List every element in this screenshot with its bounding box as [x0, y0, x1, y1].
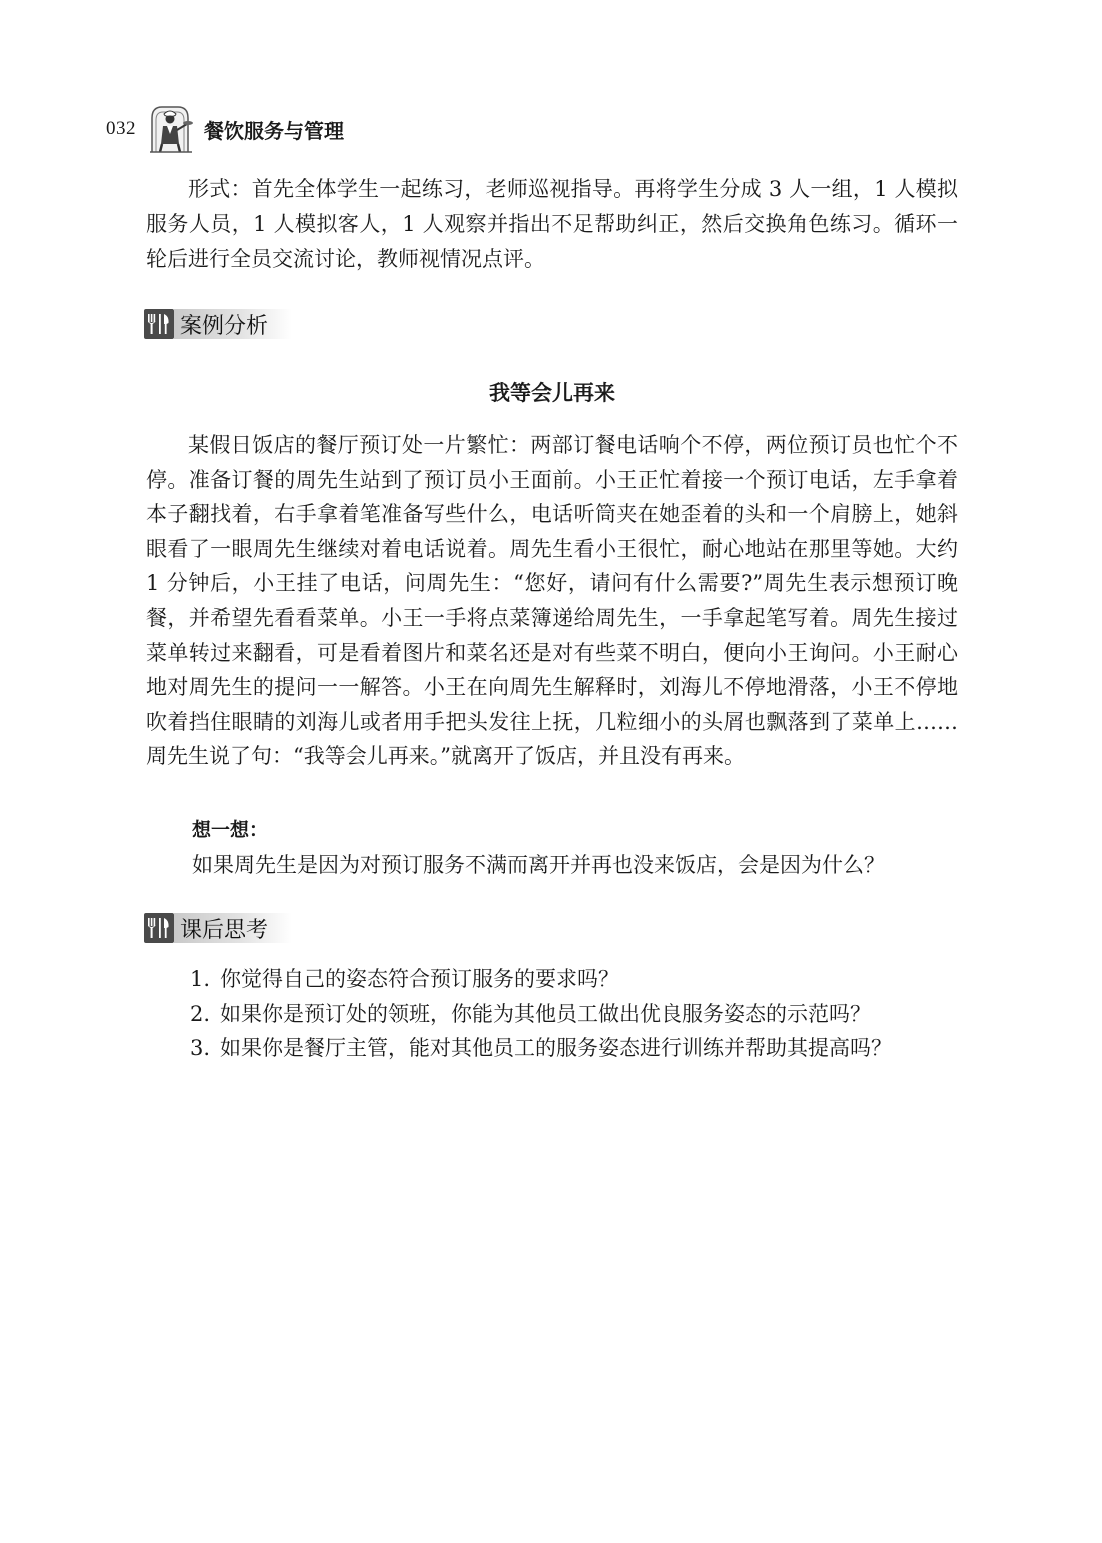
think-question: 如果周先生是因为对预订服务不满而离开并再也没来饭店，会是因为什么？ — [192, 853, 885, 877]
chef-illustration-icon — [148, 104, 194, 154]
list-item — [190, 1031, 892, 1066]
fork-knife-icon — [144, 913, 174, 943]
question-number: 3. — [190, 1036, 211, 1060]
question-number: 1. — [190, 967, 211, 991]
case-title: 我等会儿再来 — [489, 380, 615, 405]
question-text: 如果你是餐厅主管，能对其他员工的服务姿态进行训练并帮助其提高吗？ — [220, 1036, 892, 1060]
fork-knife-icon — [144, 309, 174, 339]
think-label: 想一想： — [192, 819, 269, 841]
case-paragraph: 某假日饭店的餐厅预订处一片繁忙：两部订餐电话响个不停，两位预订员也忙个不停。准备订餐的周先生站到了预订员小王面前。小王正忙着接一个预订电话，左手拿着本子翻找着，右手拿着笔准备写些什么，电话听筒夹在她歪着的头和一个肩膀上，她斜眼看了一眼周先生继续对着电话说着。周先生看小王很忙，耐心地站在那里等她。大约 1 分钟后，小王挂了电话，问周先生：“您好，请问有什么需要?”周先生表示想预订晚餐，并希望先看看菜单。小王一手将点菜簿递给周先生，一手拿起笔写着。周先生接过菜单转过来翻看，可是看着图片和菜名还是对有些菜不明白，便向小王询问。小王耐心地对周先生的提问一一解答。小王在向周先生解释时，刘海儿不停地滑落，小王不停地吹着挡住眼睛的刘海儿或者用手把头发往上抚，几粒细小的头屑也飘落到了菜单上……周先生说了句：“我等会儿再来。”就离开了饭店，并且没有再来。 — [146, 433, 958, 769]
list-item — [190, 962, 892, 997]
question-text: 如果你是预订处的领班，你能为其他员工做出优良服务姿态的示范吗？ — [220, 1001, 871, 1026]
question-text: 你觉得自己的姿态符合预订服务的要求吗？ — [220, 967, 619, 991]
page-header — [106, 104, 344, 158]
after-class-thinking-heading — [144, 913, 292, 943]
question-list — [190, 962, 892, 1066]
case-analysis-heading — [144, 309, 292, 339]
question-number: 2. — [190, 1001, 211, 1026]
page-number: 032 — [106, 118, 136, 139]
after-class-thinking-title: 课后思考 — [174, 913, 292, 943]
list-item — [190, 997, 892, 1032]
book-title: 餐饮服务与管理 — [204, 119, 344, 143]
case-analysis-title: 案例分析 — [174, 309, 292, 339]
intro-paragraph: 形式：首先全体学生一起练习，老师巡视指导。再将学生分成 3 人一组，1 人模拟服务人员，1 人模拟客人，1 人观察并指出不足帮助纠正，然后交换角色练习。循环一轮后进行全员交流讨论，教师视情况点评。 — [146, 177, 958, 271]
